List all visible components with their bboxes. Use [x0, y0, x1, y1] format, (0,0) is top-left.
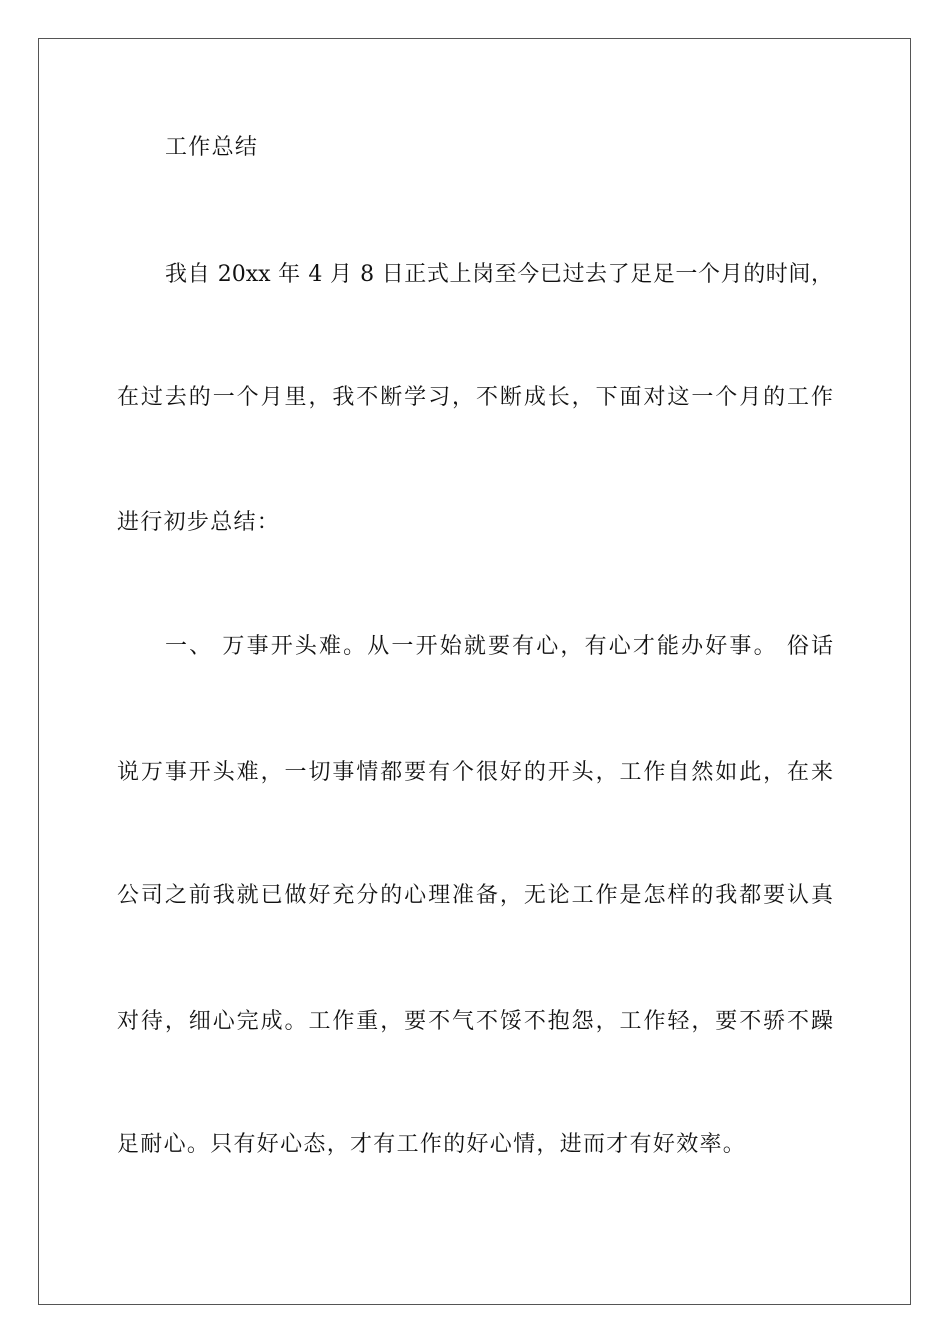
paragraph-line-7: 对待，细心完成。工作重，要不气不馁不抱怨，工作轻，要不骄不躁	[117, 1009, 833, 1034]
paragraph-line-1: 我自 20xx 年 4 月 8 日正式上岗至今已过去了足足一个月的时间，	[165, 262, 833, 287]
section-heading-line: 一、 万事开头难。从一开始就要有心，有心才能办好事。 俗话	[165, 634, 833, 659]
paragraph-line-6: 公司之前我就已做好充分的心理准备，无论工作是怎样的我都要认真	[117, 883, 833, 908]
paragraph-line-2: 在过去的一个月里，我不断学习，不断成长，下面对这一个月的工作	[117, 385, 833, 410]
paragraph-line-5: 说万事开头难，一切事情都要有个很好的开头，工作自然如此，在来	[117, 760, 833, 785]
document-title: 工作总结	[165, 135, 259, 160]
page-border	[38, 38, 911, 1305]
paragraph-line-3: 进行初步总结：	[117, 510, 281, 535]
paragraph-line-8: 足耐心。只有好心态，才有工作的好心情，进而才有好效率。	[117, 1132, 747, 1157]
